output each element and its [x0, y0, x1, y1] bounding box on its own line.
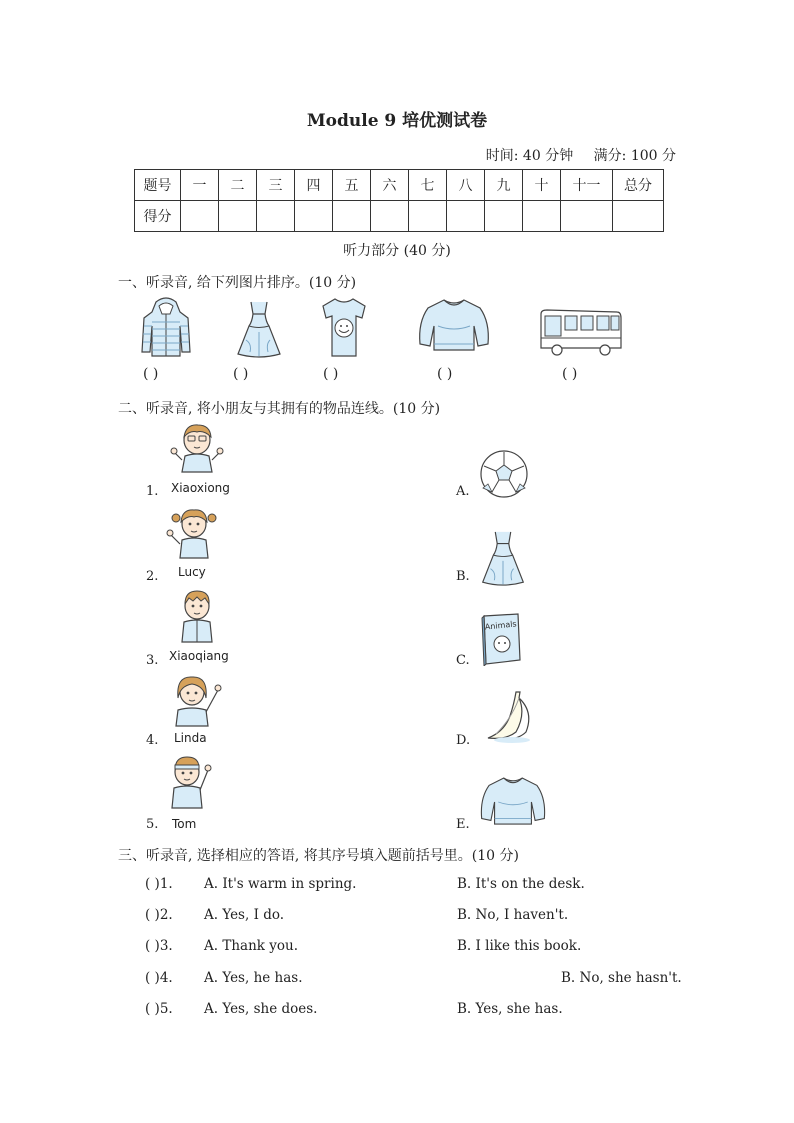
dress-icon — [232, 300, 286, 358]
boy-avatar — [176, 588, 218, 644]
question-number: 5. — [159, 1001, 173, 1017]
option-b: B. No, she hasn't. — [561, 970, 682, 986]
score-header-cell: 三 — [257, 170, 295, 201]
score-entry-cell[interactable] — [561, 201, 613, 232]
option-a: A. Yes, I do. — [204, 907, 285, 923]
answer-bracket[interactable]: ( ) — [145, 970, 160, 986]
kid-name: Xiaoqiang — [169, 649, 229, 663]
score-entry-cell[interactable] — [295, 201, 333, 232]
score-row-label: 得分 — [135, 201, 181, 232]
option-letter: B. — [456, 569, 470, 584]
bus-icon — [537, 308, 623, 358]
score-header-cell: 二 — [219, 170, 257, 201]
question-row — [145, 876, 173, 892]
kid-name: Lucy — [178, 565, 206, 579]
score-header-cell: 十 — [523, 170, 561, 201]
score-entry-cell[interactable] — [409, 201, 447, 232]
football-icon — [478, 448, 530, 500]
kid-name: Tom — [172, 817, 197, 831]
score-header-cell: 总分 — [613, 170, 664, 201]
score-header-cell: 八 — [447, 170, 485, 201]
answer-bracket[interactable]: ( ) — [145, 876, 160, 892]
kid-number: 5. — [146, 817, 159, 832]
girl-avatar — [168, 672, 224, 728]
option-letter: A. — [456, 484, 470, 499]
question-number: 4. — [159, 970, 173, 986]
question-row — [145, 970, 173, 986]
score-entry-cell[interactable] — [181, 201, 219, 232]
question-row — [145, 1001, 173, 1017]
answer-bracket[interactable]: ( ) — [145, 938, 160, 954]
book-title: Animals — [484, 619, 518, 632]
answer-bracket[interactable]: ( ) — [437, 366, 453, 382]
option-letter: E. — [456, 817, 470, 832]
score-entry-cell[interactable] — [257, 201, 295, 232]
score-header-cell: 四 — [295, 170, 333, 201]
kid-number: 4. — [146, 733, 159, 748]
score-header-cell: 五 — [333, 170, 371, 201]
down-jacket-icon — [140, 296, 192, 358]
dress-icon — [476, 530, 530, 586]
answer-bracket[interactable]: ( ) — [145, 907, 160, 923]
answer-bracket[interactable]: ( ) — [562, 366, 578, 382]
score-entry-cell[interactable] — [613, 201, 664, 232]
question-row — [145, 938, 173, 954]
kid-number: 1. — [146, 484, 159, 499]
kid-name: Xiaoxiong — [171, 481, 230, 495]
question-row — [145, 907, 173, 923]
section2-heading: 二、听录音, 将小朋友与其拥有的物品连线。(10 分) — [118, 401, 441, 417]
option-a: A. It's warm in spring. — [204, 876, 357, 892]
sweater-icon — [478, 774, 548, 830]
option-b: B. I like this book. — [457, 938, 582, 954]
option-b: B. No, I haven't. — [457, 907, 569, 923]
kid-number: 2. — [146, 569, 159, 584]
girl-avatar — [164, 504, 220, 560]
score-entry-cell[interactable] — [447, 201, 485, 232]
kid-name: Linda — [174, 731, 207, 745]
page-title: Module 9 培优测试卷 — [306, 111, 488, 131]
answer-bracket[interactable]: ( ) — [323, 366, 339, 382]
score-header-cell: 九 — [485, 170, 523, 201]
score-entry-cell[interactable] — [333, 201, 371, 232]
question-number: 3. — [159, 938, 173, 954]
time-limit: 时间: 40 分钟 — [485, 148, 574, 164]
score-header-cell: 十一 — [561, 170, 613, 201]
answer-bracket[interactable]: ( ) — [143, 366, 159, 382]
exam-meta — [486, 145, 676, 165]
sweater-icon — [416, 296, 492, 356]
score-header-cell: 七 — [409, 170, 447, 201]
score-entry-cell[interactable] — [523, 201, 561, 232]
score-table-score-row — [135, 201, 664, 232]
option-letter: C. — [456, 653, 470, 668]
section1-heading: 一、听录音, 给下列图片排序。(10 分) — [118, 275, 357, 291]
question-number: 2. — [159, 907, 173, 923]
kid-number: 3. — [146, 653, 159, 668]
question-number: 1. — [159, 876, 173, 892]
option-b: B. It's on the desk. — [457, 876, 585, 892]
score-entry-cell[interactable] — [371, 201, 409, 232]
score-header-cell: 题号 — [135, 170, 181, 201]
bananas-icon — [482, 688, 538, 744]
boy-avatar — [170, 422, 226, 474]
book-icon — [478, 612, 524, 666]
score-table — [134, 169, 664, 232]
option-a: A. Yes, she does. — [204, 1001, 318, 1017]
score-entry-cell[interactable] — [219, 201, 257, 232]
score-entry-cell[interactable] — [485, 201, 523, 232]
option-a: A. Thank you. — [204, 938, 298, 954]
section3-heading: 三、听录音, 选择相应的答语, 将其序号填入题前括号里。(10 分) — [118, 848, 519, 864]
smiley-tshirt-icon — [321, 296, 367, 358]
listening-part-title: 听力部分 (40 分) — [343, 243, 451, 259]
answer-bracket[interactable]: ( ) — [233, 366, 249, 382]
answer-bracket[interactable]: ( ) — [145, 1001, 160, 1017]
score-header-cell: 一 — [181, 170, 219, 201]
score-table-header-row — [135, 170, 664, 201]
option-a: A. Yes, he has. — [204, 970, 303, 986]
full-score: 满分: 100 分 — [593, 148, 676, 164]
option-letter: D. — [456, 733, 471, 748]
boy-avatar — [168, 754, 212, 810]
score-header-cell: 六 — [371, 170, 409, 201]
option-b: B. Yes, she has. — [457, 1001, 563, 1017]
